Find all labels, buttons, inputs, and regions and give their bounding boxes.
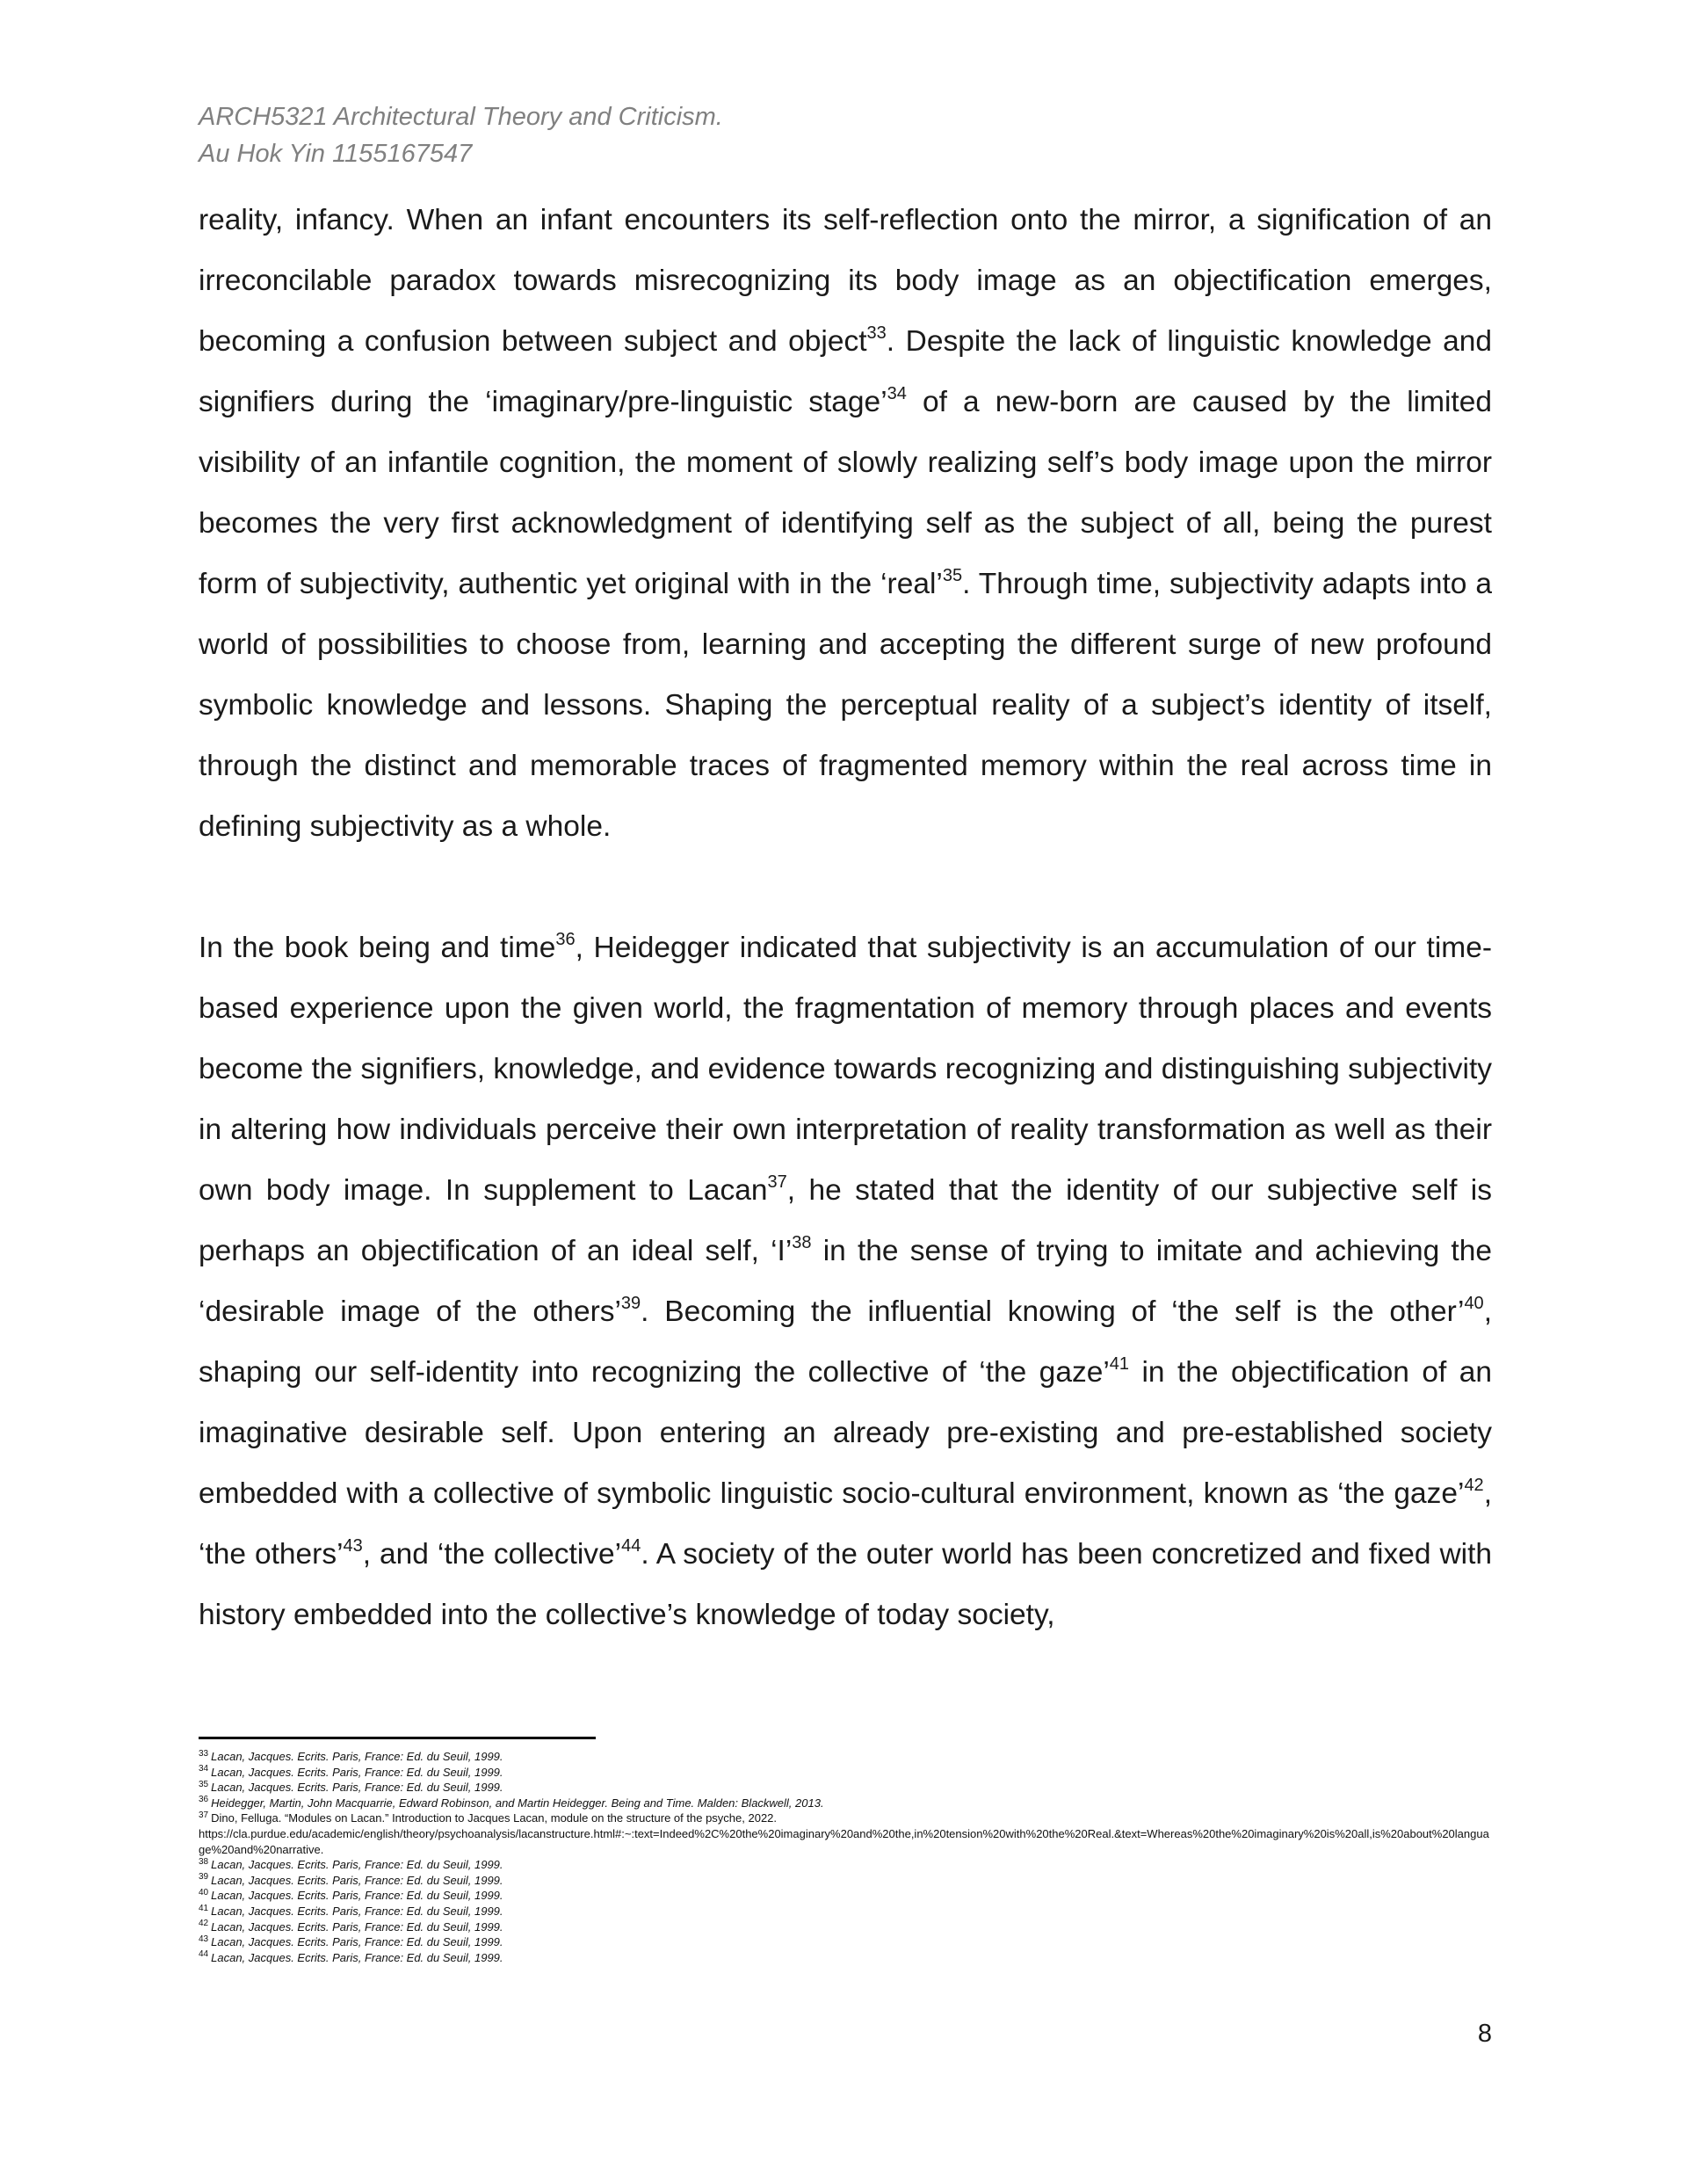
footnote-number: 34 — [199, 1764, 209, 1774]
footnote-ref[interactable]: 37 — [767, 1172, 787, 1192]
footnote-ref[interactable]: 36 — [555, 929, 576, 949]
footnote-ref[interactable]: 35 — [942, 565, 963, 585]
footnote-text: Lacan, Jacques. Ecrits. Paris, France: Ed. du Seuil, 1999. — [211, 1858, 503, 1872]
footnote-number: 33 — [199, 1748, 209, 1759]
footnote-ref[interactable]: 39 — [620, 1293, 641, 1313]
paragraph-text: In the book being and time — [199, 932, 556, 964]
paragraph-text: in the sense of trying to imitate and achieving the ‘desirable image of the others’ — [199, 1235, 1492, 1328]
footnote-text: Heidegger, Martin, John Macquarrie, Edward Robinson, and Martin Heidegger. Being and Time. Malden: Blackwell, 2013. — [211, 1796, 824, 1810]
paragraph-text: . Through time, subjectivity adapts into a world of possibilities to choose from, learning and accepting the different surge of new profound symbolic knowledge and lessons. Shaping the perceptual reality of a subject’s identity of itself, through the distinct and memorable traces of fragmented memory within the real across time in defining subjectivity as a whole. — [199, 568, 1492, 843]
paragraph-text: , and ‘the collective’ — [362, 1538, 622, 1571]
paragraph-text: . Despite the lack of linguistic knowledge and signifiers during the ‘imaginary/pre-linguistic stage’ — [199, 325, 1492, 418]
footnote-36 — [199, 1796, 1492, 1811]
footnote-number: 41 — [199, 1903, 209, 1913]
body-paragraph-2 — [199, 918, 1492, 1645]
footnote-number: 38 — [199, 1856, 209, 1867]
footnote-separator — [199, 1737, 596, 1739]
footnote-number: 35 — [199, 1779, 209, 1789]
paragraph-text: in the objectification of an imaginative desirable self. Upon entering an already pre-existing and pre-established society embedded with a collective of symbolic linguistic socio-cultural environment, known as ‘the gaze’ — [199, 1356, 1492, 1510]
footnote-text: Lacan, Jacques. Ecrits. Paris, France: Ed. du Seuil, 1999. — [211, 1889, 503, 1903]
footnote-38 — [199, 1857, 1492, 1873]
footnote-44 — [199, 1950, 1492, 1966]
paragraph-text: , Heidegger indicated that subjectivity is an accumulation of our time-based experience upon the given world, the fragmentation of memory through places and events become the signifiers, knowledge, and evidence towards recognizing and distinguishing subjectivity in altering how individuals perceive their own interpretation of reality transformation as well as their own body image. In supplement to Lacan — [199, 932, 1492, 1207]
footnote-ref[interactable]: 33 — [866, 323, 887, 343]
footnote-number: 42 — [199, 1919, 209, 1929]
footnote-ref[interactable]: 38 — [792, 1232, 812, 1252]
footnote-41 — [199, 1904, 1492, 1919]
footnote-text: Lacan, Jacques. Ecrits. Paris, France: Ed. du Seuil, 1999. — [211, 1904, 503, 1918]
paragraph-text: of a new-born are caused by the limited visibility of an infantile cognition, the moment of slowly realizing self’s body image upon the mirror becomes the very first acknowledgment of identifying self as the subject of all, being the purest form of subjectivity, authentic yet original with in the ‘real’ — [199, 386, 1493, 600]
footnote-text: Lacan, Jacques. Ecrits. Paris, France: Ed. du Seuil, 1999. — [211, 1750, 503, 1763]
footnote-text: Dino, Felluga. “Modules on Lacan.” Introduction to Jacques Lacan, module on the structure of the psyche, 2022. — [211, 1811, 778, 1825]
footnote-text: Lacan, Jacques. Ecrits. Paris, France: Ed. du Seuil, 1999. — [211, 1781, 503, 1795]
page-number: 8 — [1477, 2020, 1492, 2048]
paragraph-text: , he stated that the identity of our subjective self is perhaps an objectification of an ideal self, ‘I’ — [199, 1174, 1492, 1267]
footnote-42 — [199, 1919, 1492, 1935]
footnote-ref[interactable]: 34 — [887, 383, 907, 403]
footnote-ref[interactable]: 42 — [1464, 1475, 1484, 1495]
footnote-ref[interactable]: 41 — [1109, 1353, 1130, 1374]
paragraph-text: . Becoming the influential knowing of ‘the self is the other’ — [641, 1295, 1465, 1328]
footnote-text: Lacan, Jacques. Ecrits. Paris, France: Ed. du Seuil, 1999. — [211, 1873, 503, 1887]
paragraph-text: . A society of the outer world has been concretized and fixed with history embedded into the collective’s knowledge of today society, — [199, 1538, 1493, 1631]
body-paragraph-1 — [199, 190, 1492, 857]
paragraph-text: reality, infancy. When an infant encounters its self-reflection onto the mirror, a signification of an irreconcilable paradox towards misrecognizing its body image as an objectification emerges, becoming a confusion between subject and object — [199, 204, 1492, 358]
footnote-ref[interactable]: 44 — [621, 1535, 641, 1556]
footnote-text: Lacan, Jacques. Ecrits. Paris, France: Ed. du Seuil, 1999. — [211, 1765, 503, 1779]
footnote-text: Lacan, Jacques. Ecrits. Paris, France: Ed. du Seuil, 1999. — [211, 1919, 503, 1934]
paragraph-text: , shaping our self-identity into recognizing the collective of ‘the gaze’ — [199, 1295, 1492, 1389]
footnote-text: Lacan, Jacques. Ecrits. Paris, France: Ed. du Seuil, 1999. — [211, 1950, 503, 1964]
footnote-34 — [199, 1765, 1492, 1781]
footnote-number: 36 — [199, 1795, 209, 1805]
footnote-number: 44 — [199, 1949, 209, 1960]
footnote-text: Lacan, Jacques. Ecrits. Paris, France: Ed. du Seuil, 1999. — [211, 1935, 503, 1949]
footnotes — [199, 1749, 1492, 1965]
page-header — [199, 98, 723, 172]
footnote-39 — [199, 1873, 1492, 1889]
footnote-43 — [199, 1934, 1492, 1950]
footnote-40 — [199, 1888, 1492, 1904]
header-course: ARCH5321 Architectural Theory and Criticism. — [199, 103, 723, 131]
footnote-number: 37 — [199, 1810, 209, 1821]
footnote-number: 43 — [199, 1934, 209, 1944]
paragraph-text: , ‘the others’ — [199, 1477, 1492, 1571]
footnote-37-url[interactable]: https://cla.purdue.edu/academic/english/theory/psychoanalysis/lacanstructure.html#:~:text=Indeed%2C%20the%20imaginary%20and%20the,in%20tension%20with%20the%20Real.&text=Whereas%20the%20imaginary%20is%20all,is%20about%20language%20and%20narrative. — [199, 1826, 1489, 1856]
footnote-number: 39 — [199, 1872, 209, 1883]
footnote-ref[interactable]: 43 — [343, 1535, 363, 1556]
footnote-35 — [199, 1780, 1492, 1796]
footnote-37 — [199, 1810, 1492, 1826]
header-author: Au Hok Yin 1155167547 — [199, 140, 473, 168]
footnote-number: 40 — [199, 1888, 209, 1898]
footnote-ref[interactable]: 40 — [1464, 1293, 1484, 1313]
footnote-33 — [199, 1749, 1492, 1765]
